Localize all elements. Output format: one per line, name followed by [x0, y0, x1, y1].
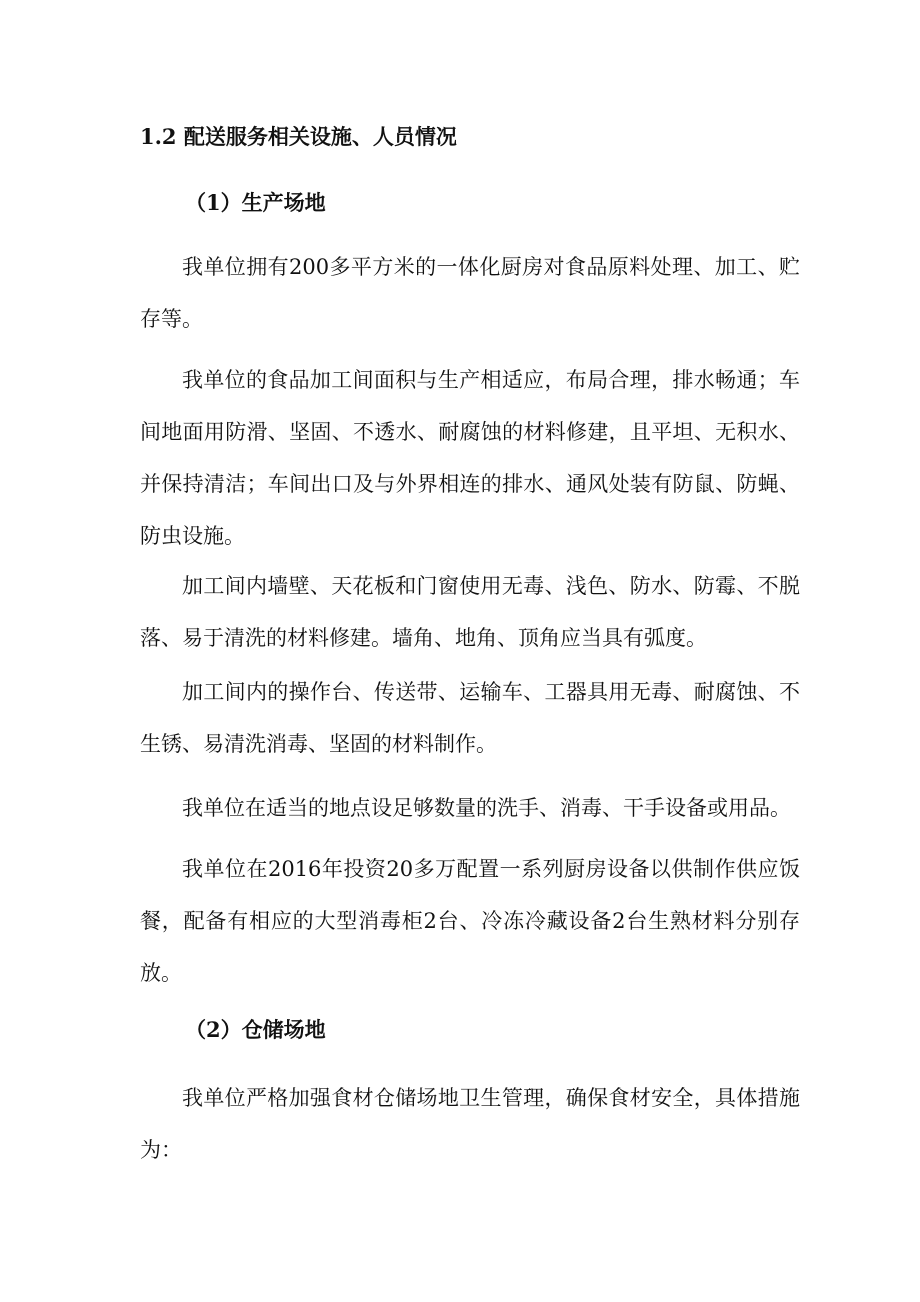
paragraph-storage-measures: 我单位严格加强食材仓储场地卫生管理，确保食材安全，具体措施为：	[140, 1086, 800, 1162]
paragraph-equipment-investment: 我单位在2016年投资20多万配置一系列厨房设备以供制作供应饭餐，配备有相应的大型消毒柜2台、冷冻冷藏设备2台生熟材料分别存放。	[140, 857, 800, 985]
subsection-heading-production-site: （1）生产场地	[185, 190, 326, 215]
paragraph-processing-room: 我单位的食品加工间面积与生产相适应，布局合理，排水畅通；车间地面用防滑、坚固、不透水、耐腐蚀的材料修建，且平坦、无积水、并保持清洁；车间出口及与外界相连的排水、通风处装有防鼠、防蝇、防虫设施。	[140, 368, 800, 548]
paragraph-walls-ceiling: 加工间内墙壁、天花板和门窗使用无毒、浅色、防水、防霉、不脱落、易于清洗的材料修建。墙角、地角、顶角应当具有弧度。	[140, 574, 800, 650]
paragraph-kitchen-area: 我单位拥有200多平方米的一体化厨房对食品原料处理、加工、贮存等。	[140, 255, 800, 331]
section-heading: 1.2 配送服务相关设施、人员情况	[140, 124, 457, 149]
subsection-heading-storage-site: （2）仓储场地	[185, 1017, 326, 1042]
paragraph-handwashing: 我单位在适当的地点设足够数量的洗手、消毒、干手设备或用品。	[182, 796, 791, 820]
paragraph-work-surfaces: 加工间内的操作台、传送带、运输车、工器具用无毒、耐腐蚀、不生锈、易清洗消毒、坚固的材料制作。	[140, 680, 800, 756]
